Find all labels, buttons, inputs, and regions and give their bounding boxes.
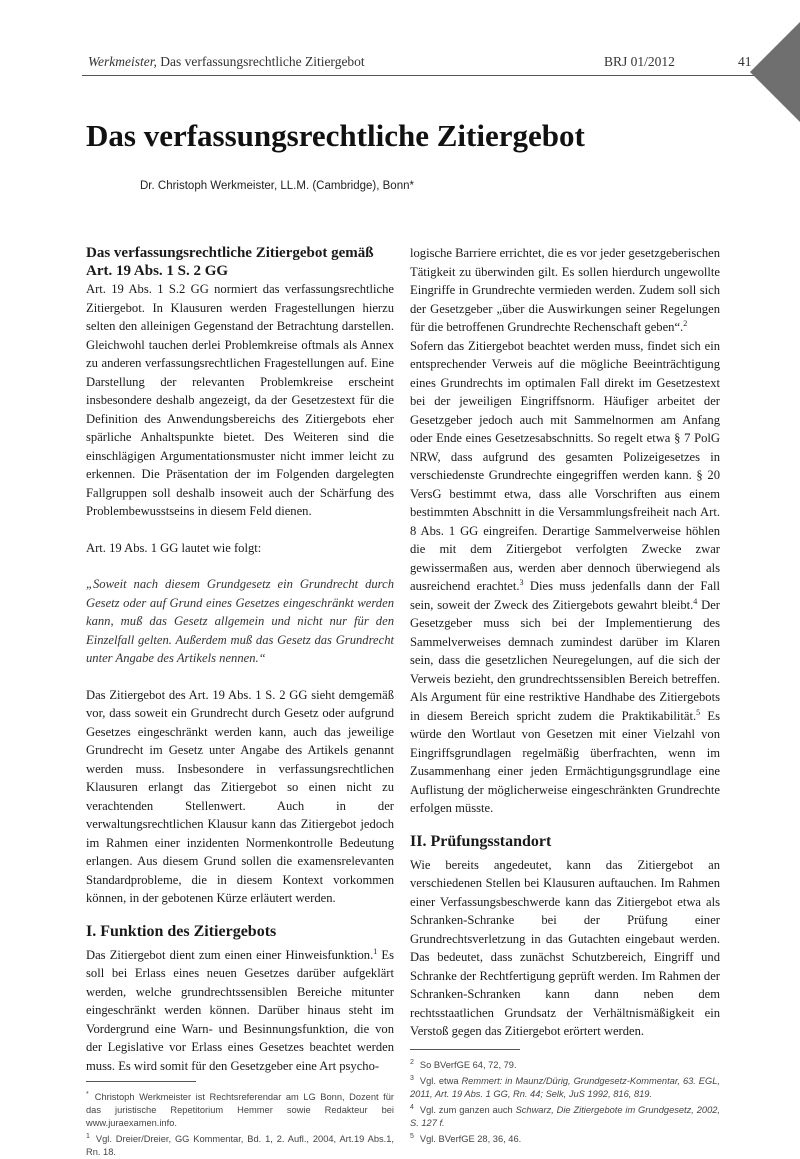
footnote-text: So BVerfGE 64, 72, 79. [419,1059,517,1070]
footnote-ref-2[interactable]: 2 [683,318,688,328]
footnote-ref-3[interactable]: 3 [519,577,524,587]
footnotes-left [86,1088,394,1159]
paragraph-sammelverweis [410,337,720,818]
paragraph-barriere [410,244,720,337]
footnote-divider [86,1081,196,1082]
footnote-ref-5[interactable]: 5 [696,707,701,717]
paragraph-barriere-text: logische Barriere errichtet, die es vor jeder gesetzgeberischen Tätigkeit zu überwinden gilt. Es sollen hierdurch ungewollte Eingriffe in Grundrechte vermieden werden. Zudem soll sich der Gesetzgeber „über die Auswirkungen seiner Regelungen für die betroffenen Grundrechte Rechenschaft geben“. [410,246,720,334]
footnote-text: Vgl. BVerfGE 28, 36, 46. [419,1133,522,1144]
journal-issue: BRJ 01/2012 [604,54,675,69]
paragraph-pruefungsstandort: Wie bereits angedeutet, kann das Zitiergebot an verschiedenen Stellen bei Klausuren auftauchen. Im Rahmen einer Verfassungsbeschwerde kann das Zitiergebot etwa als Schranken-Schranke bei der Prüfung einer Grundrechtsverletzung in das Gutachten eingebaut werden. Das bedeutet, dass zunächst Schutzbereich, Eingriff und Schranke der Rechtfertigung geprüft werden. Im Rahmen der Schranken-Schranken kann dann neben dem rechtsstaatlichen Grundsatz der Verhältnismäßigkeit ein Verstoß gegen das Zitiergebot erörtert werden. [410,857,720,1038]
footnote-item [410,1101,720,1130]
article-title: Das verfassungsrechtliche Zitiergebot [86,118,585,153]
footnotes-right [410,1056,720,1146]
footnote-text: Vgl. Dreier/Dreier, GG Kommentar, Bd. 1, 2. Aufl., 2004, Art.19 Abs.1, Rn. 18. [86,1134,394,1158]
paragraph-sammelverweis-d: Es würde den Wortlaut von Gesetzen mit einer Vielzahl von Eingriffsgrundlagen regelmäßig überfrachten, wenn im Zusammenhang einer jeden Ermächtigungsgrundlage eine Auflistung der möglicherweise eingeschränkten Grundrechte erfolgen müsste. [410,708,720,815]
citation-intro: Art. 19 Abs. 1 GG lautet wie folgt: [86,540,262,555]
intro-heading: Das verfassungsrechtliche Zitiergebot gemäß Art. 19 Abs. 1 S. 2 GG [86,245,374,279]
footnote-item [410,1130,720,1146]
intro-paragraph: Art. 19 Abs. 1 S.2 GG normiert das verfassungsrechtliche Zitiergebot. In Klausuren werden Fragestellungen hierzu selten den alleinigen Gegenstand der Betrachtung darstellen. Gleichwohl tauchen derlei Problemkreise oftmals als Annex zu anderen verfassungsrechtlichen Fragestellungen auf. Eine Darstellung der relevanten Problemkreise erscheint insbesondere deshalb angezeigt, da der Gesetzestext für die Definition des Anwendungsbereichs des Zitiergebots eher spärliche Anhaltspunkte bietet. Des Weiteren sind die einschlägigen Argumentationsmuster nicht immer leicht zu erkennen. Die Präsentation der im Folgenden dargelegten Fallgruppen soll deshalb insoweit auch der Schärfung des Problembewusstseins in diesem Feld dienen. [86,282,394,518]
footnote-item [410,1072,720,1101]
header-author: Werkmeister, [88,54,157,69]
page-corner-tab [750,22,800,122]
article-byline: Dr. Christoph Werkmeister, LL.M. (Cambridge), Bonn* [140,180,414,192]
footnote-text-italic: Schwarz, Die Zitiergebote im Grundgesetz, 2002, S. 127 f. [410,1104,720,1128]
section-heading-2: II. Prüfungsstandort [410,832,552,850]
footnote-text-italic: Remmert: in Maunz/Dürig, Grundgesetz-Kommentar, 63. EGL, 2011, Art. 19 Abs. 1 GG, Rn. 44; Selk, JuS 1992, 816, 819. [410,1075,720,1099]
paragraph-funktion-b: Es soll bei Erlass eines neuen Gesetzes darüber aufgeklärt werden, welche grundrechtssensiblen Bereiche mitunter eingeschränkt werden können. Darüber hinaus steht im Vordergrund eine Warn- und Besinnungsfunktion, die von der Legislative vor Erlass eines Gesetzes beachtet werden muss. Es wird somit für den Gesetzgeber eine Art psycho- [86,947,394,1073]
footnote-ref-1[interactable]: 1 [373,946,378,956]
footnote-text: Christoph Werkmeister ist Rechtsreferendar am LG Bonn, Dozent für das juristische Repetitorium Hemmer sowie Redakteur bei www.juraexamen.info. [86,1092,394,1129]
right-column [410,244,720,1146]
footnote-item [86,1088,394,1130]
header-running-title: Das verfassungsrechtliche Zitiergebot [160,54,365,69]
footnote-item [410,1056,720,1072]
footnote-text: Vgl. zum ganzen auch [419,1104,516,1115]
footnote-mark: 4 [410,1103,414,1111]
footnote-divider [410,1049,520,1050]
paragraph-sammelverweis-b: Dies muss jedenfalls dann der Fall sein, soweit der Zweck des Zitiergebots gewahrt bleibt. [410,579,720,612]
footnote-text: Vgl. etwa [419,1075,462,1086]
paragraph-zitiergebot: Das Zitiergebot des Art. 19 Abs. 1 S. 2 GG sieht demgemäß vor, dass soweit ein Grundrecht durch Gesetz oder aufgrund Gesetzes eingeschränkt werden kann, auch das jeweilige Grundrecht im Gesetz unter Angabe des Artikels genannt werden muss. Insbesondere in verfassungsrechtlichen Klausuren erlangt das Zitiergebot so einen nicht zu verachtenden Stellenwert. Auch in der verwaltungsrechtlichen Klausur kann das Zitiergebot jedoch im Rahmen einer inzidenten Normenkontrolle Bedeutung erlangen. Aus diesem Grund sollen die examensrelevanten Standardprobleme, die in diesem Kontext vorkommen können, in der gebotenen Kürze erläutert werden. [86,687,394,905]
paragraph-sammelverweis-c: Der Gesetzgeber muss sich bei der Implementierung des Sammelverweises demnach zumindest darüber im Klaren sein, dass die gesetzlichen Neuregelungen, auf die sich der Verweis bezieht, den grundrechtssensiblen Bereich betreffen. Als Argument für eine restriktive Handhabe des Zitiergebots in diesem Bereich spricht zudem die Praktikabilität. [410,597,720,723]
running-header-left [88,54,365,70]
footnote-item [86,1130,394,1159]
footnote-mark: 3 [410,1074,414,1082]
footnote-mark: 5 [410,1132,414,1140]
footnote-mark: * [86,1091,89,1098]
footnote-mark: 2 [410,1058,414,1066]
section-heading-1: I. Funktion des Zitiergebots [86,922,277,940]
paragraph-sammelverweis-a: Sofern das Zitiergebot beachtet werden muss, findet sich ein entsprechender Verweis auf die mögliche Beeinträchtigung eines Grundrechts im optimalen Fall direkt im Gesetzestext bei der jeweiligen Eingriffsnorm. Häufiger arbeitet der Gesetzgeber jedoch auch mit Sammelnormen am Anfang oder Ende eines Gesetzesabschnitts. So regelt etwa § 7 PolG NRW, dass aufgrund des gesamten Polizeigesetzes in verschiedenste Grundrechte eingegriffen werden kann. § 20 VersG bestimmt etwa, dass alle Vorschriften aus einem bestimmten Abschnitt in die Versammlungsfreiheit nach Art. 8 Abs. 1 GG eingreifen. Derartige Sammelverweise höhlen die mit dem Zitiergebot verfolgten Zwecke zwar gewissermaßen aus, werden aber dennoch überwiegend als ausreichend erachtet. [410,338,720,593]
statute-quote: „Soweit nach diesem Grundgesetz ein Grundrecht durch Gesetz oder auf Grund eines Gesetzes eingeschränkt werden kann, muß das Gesetz allgemein und nicht nur für den Einzelfall gelten. Außerdem muß das Gesetz das Grundrecht unter Angabe des Artikels nennen.“ [86,577,394,665]
paragraph-funktion [86,946,394,1076]
footnote-ref-4[interactable]: 4 [693,596,698,606]
header-divider [82,75,754,76]
left-column [86,244,394,1159]
paragraph-funktion-a: Das Zitiergebot dient zum einen einer Hinweisfunktion. [86,947,374,962]
page-number: 41 [738,54,752,69]
footnote-mark: 1 [86,1133,90,1141]
